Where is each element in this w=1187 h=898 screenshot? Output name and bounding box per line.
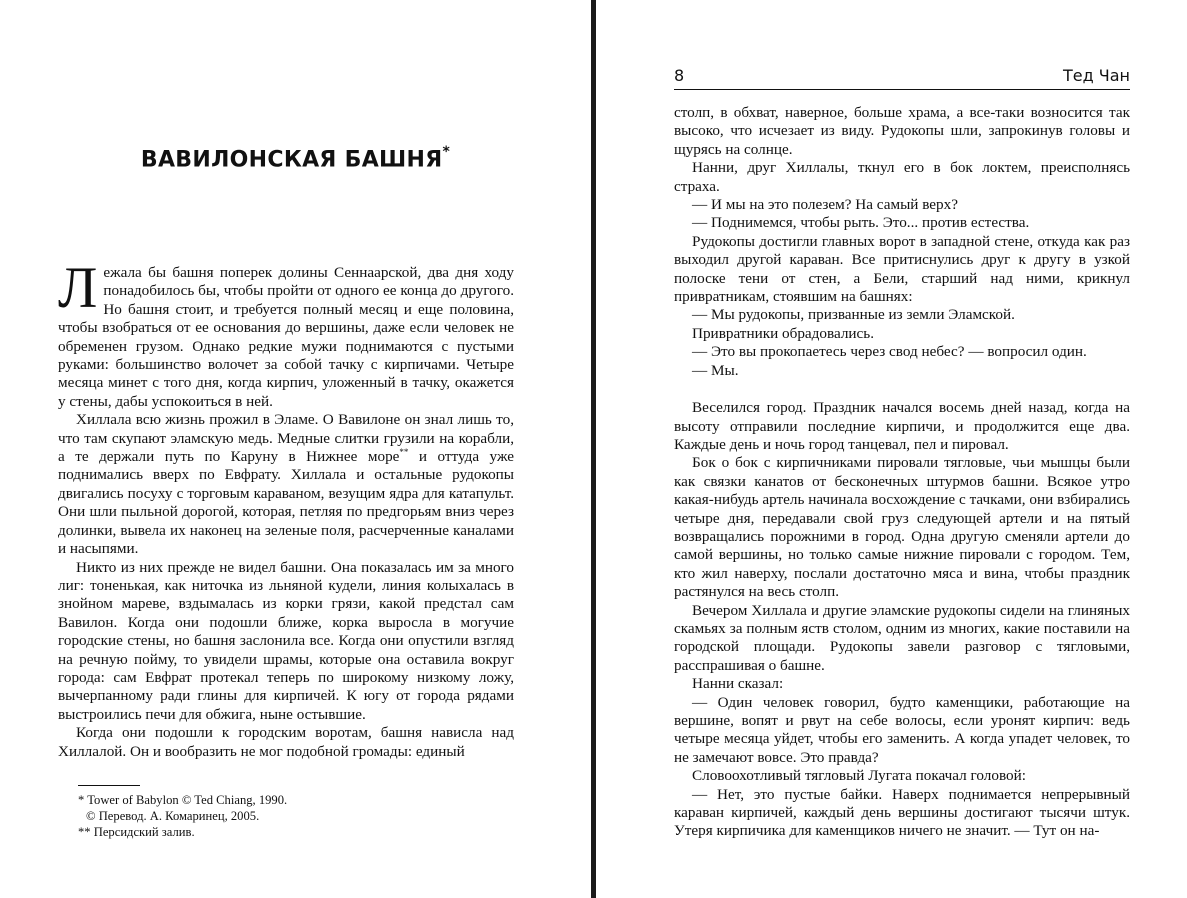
- dialogue-line: — Нет, это пустые байки. Наверх поднимается непрерывный караван кирпичей, каждый день вершины достигают тысячи штук. Утеря кирпичика для каменщиков ничего не значит. — Тут он на-: [674, 785, 1130, 840]
- right-page: [596, 0, 1187, 898]
- header-rule: [674, 89, 1130, 90]
- footnote: ** Персидский залив.: [78, 825, 195, 839]
- right-body-text: [674, 104, 1130, 841]
- dialogue-line: — И мы на это полезем? На самый верх?: [692, 196, 958, 214]
- running-head-author: Тед Чан: [1063, 66, 1130, 85]
- dialogue-line: — Мы рудокопы, призванные из земли Эламской.: [692, 306, 1015, 324]
- dialogue-line: — Это вы прокопаетесь через свод небес? — вопросил один.: [692, 343, 1087, 361]
- footnote-rule: [78, 785, 140, 786]
- dialogue-line: — Один человек говорил, будто каменщики, работающие на вершине, вопят и рвут на себе волосы, если уронят кирпич: ведь четыре месяца уйдет, чтобы его заменить. А когда упадет человек, то не замечают вовсе. Это правда?: [674, 693, 1130, 766]
- paragraph: Веселился город. Праздник начался восемь дней назад, когда на высоту отправили последние кирпичи, и продолжится еще два. Каждые день и ночь город танцевал, пел и пировал.: [674, 399, 1130, 453]
- footnote-mark: **: [399, 447, 409, 457]
- paragraph: Бок о бок с кирпичниками пировали тягловые, чьи мышцы были как связки канатов от бесконечных штурмов башни. Всякое утро какая-нибудь артель начинала восхождение с тачками, они взбирались четыре дня, передавали свой груз следующей артели и на пятый возвращались порожними в город. Одна другую сменяли артели до самой вершины, но только самые нижние пировали с городом. Тем, кто жил наверху, послали достаточно мяса и вина, чтобы праздник растянулся на весь столп.: [674, 454, 1130, 601]
- left-page: [0, 0, 591, 898]
- page-number: 8: [674, 66, 685, 85]
- title-footnote-mark: *: [442, 144, 451, 160]
- paragraph: Привратники обрадовались.: [692, 324, 874, 342]
- footnote: © Перевод. А. Комаринец, 2005.: [86, 809, 260, 823]
- footnotes: [78, 792, 287, 840]
- left-body-text: [58, 255, 514, 761]
- running-header: [674, 66, 1130, 88]
- drop-cap: Л: [58, 255, 98, 320]
- paragraph: Нанни, друг Хиллалы, ткнул его в бок локтем, преисполнясь страха.: [674, 159, 1130, 195]
- paragraph: Никто из них прежде не видел башни. Она показалась им за много лиг: тоненькая, как ниточка из льняной кудели, линия колыхалась в знойном мареве, вздымалась из корки грязи, какой предстал сам Вавилон. Когда они подошли ближе, корка выросла в могучие городские стены, но башня заслонила все. Когда они опустили взгляд на речную пойму, то увидели шрамы, которые она оставила вокруг города: сам Евфрат протекал теперь по широкому низкому ложу, вычерпанному ради глины для кирпичей. К югу от города рядами выстроились печи для обжига, ныне остывшие.: [58, 558, 514, 723]
- paragraph: Рудокопы достигли главных ворот в западной стене, откуда как раз выходил другой караван. Все притиснулись друг к другу в узкой полоске тени от стен, а Бели, старший над ними, крикнул привратникам, стоявшим на башнях:: [674, 232, 1130, 306]
- paragraph: Словоохотливый тягловый Лугата покачал головой:: [692, 767, 1026, 785]
- chapter-title: ВАВИЛОНСКАЯ БАШНЯ*: [140, 144, 451, 173]
- paragraph: Когда они подошли к городским воротам, башня нависла над Хиллалой. Он и вообразить не мог подобной громады: единый: [58, 724, 514, 760]
- paragraph: столп, в обхват, наверное, больше храма, а все-таки возносится так высоко, что исчезает из виду. Рудокопы шли, запрокинув головы и щурясь на солнце.: [674, 104, 1130, 158]
- paragraph: Лежала бы башня поперек долины Сеннаарской, два дня ходу понадобилось бы, чтобы пройти от одного ее конца до другого. Но башня стоит, и требуется полный месяц и еще половина, чтобы взобраться от ее основания до вершины, даже если человек не обременен грузом. Однако редкие мужи поднимаются с пустыми руками: большинство волочет за собой тачку с кирпичами. Четыре месяца минет с того дня, когда кирпич, уложенный в тачку, окажется у стены, дабы успокоиться в ней.: [58, 255, 514, 410]
- dialogue-line: — Мы.: [692, 361, 739, 379]
- paragraph: Хиллала всю жизнь прожил в Эламе. О Вавилоне он знал лишь то, что там скупают эламскую медь. Медные слитки грузили на корабли, а те держали путь по Каруну в Нижнее море** и оттуда уже поднимались вверх по Евфрату. Хиллала и остальные рудокопы двигались посуху с торговым караваном, везущим ядра для катапульт. Они шли пыльной дорогой, которая, петляя по предгорьям вниз через долинки, вывела их наконец на зеленые поля, расчерченные каналами и насыпями.: [58, 411, 514, 558]
- footnote: * Tower of Babylon © Ted Chiang, 1990.: [78, 793, 288, 807]
- paragraph: Вечером Хиллала и другие эламские рудокопы сидели на глиняных скамьях за полным яств столом, одним из многих, какие поставили на городской площади. Рудокопы завели разговор с тягловыми, расспрашивая о башне.: [674, 601, 1130, 674]
- paragraph: Нанни сказал:: [692, 675, 784, 693]
- dialogue-line: — Поднимемся, чтобы рыть. Это... против естества.: [692, 214, 1030, 232]
